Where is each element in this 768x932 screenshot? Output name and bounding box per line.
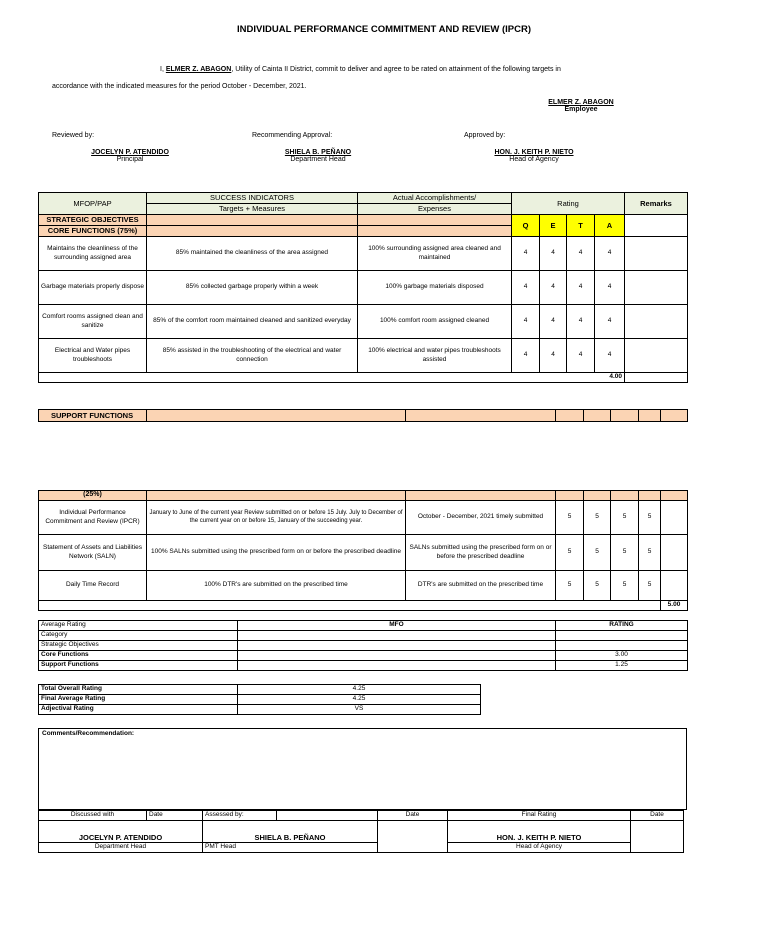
rating-q: 4 xyxy=(512,339,540,373)
table-row xyxy=(39,305,688,339)
support-functions-label: SUPPORT FUNCTIONS xyxy=(39,410,147,422)
final-average-value: 4.25 xyxy=(238,695,481,705)
target-cell: 85% of the comfort room maintained cleaned and sanitized everyday xyxy=(147,305,358,339)
summary-mfo-header: MFO xyxy=(238,621,556,631)
strategic-objectives-label: STRATEGIC OBJECTIVES xyxy=(39,215,147,226)
reviewer-role: Principal xyxy=(116,156,144,163)
actual-cell: DTR's are submitted on the prescribed time xyxy=(406,571,556,601)
rating-t: 4 xyxy=(567,237,595,271)
footer-name-3: HON. J. KEITH P. NIETO xyxy=(448,821,631,843)
rating-t: 4 xyxy=(567,305,595,339)
core-functions-summary-label: Core Functions xyxy=(39,651,238,661)
reviewed-label: Reviewed by: xyxy=(52,132,95,139)
approved-label: Approved by: xyxy=(464,132,506,139)
recommender-signature xyxy=(262,149,374,163)
adjectival-label: Adjectival Rating xyxy=(39,705,238,715)
core-functions-rating: 3.00 xyxy=(556,651,688,661)
date-label-3: Date xyxy=(631,811,684,821)
core-functions-table xyxy=(38,192,688,383)
actual-cell: 100% electrical and water pipes troubleshoots assisted xyxy=(358,339,512,373)
employee-role: Employee xyxy=(564,106,598,113)
target-cell: 85% maintained the cleanliness of the area assigned xyxy=(147,237,358,271)
rating-a: 4 xyxy=(595,271,625,305)
adjectival-value: VS xyxy=(238,705,481,715)
mfo-cell: Electrical and Water pipes troubleshoots xyxy=(39,339,147,373)
target-cell: 100% DTR's are submitted on the prescribed time xyxy=(147,571,406,601)
col-header-targets: Targets + Measures xyxy=(147,204,358,215)
final-rating-label: Final Rating xyxy=(448,811,631,821)
col-header-remarks: Remarks xyxy=(625,193,688,215)
date-label-1: Date xyxy=(147,811,203,821)
rating-q: 5 xyxy=(556,535,584,571)
rating-e: 5 xyxy=(584,501,611,535)
employee-signature xyxy=(540,99,622,113)
strategic-objectives-summary-label: Strategic Objectives xyxy=(39,641,238,651)
reviewer-name: JOCELYN P. ATENDIDO xyxy=(91,149,169,156)
col-header-expenses: Expenses xyxy=(358,204,512,215)
target-cell: 85% collected garbage properly within a week xyxy=(147,271,358,305)
approver-signature xyxy=(476,149,592,163)
footer-role-1: Department Head xyxy=(39,843,203,853)
approver-role: Head of Agency xyxy=(509,156,559,163)
rating-t-header: T xyxy=(567,215,595,237)
actual-cell: 100% comfort room assigned cleaned xyxy=(358,305,512,339)
rating-t: 5 xyxy=(611,571,639,601)
col-header-success: SUCCESS INDICATORS xyxy=(147,193,358,204)
rating-t: 5 xyxy=(611,535,639,571)
mfo-cell: Garbage materials properly dispose xyxy=(39,271,147,305)
recommender-role: Department Head xyxy=(290,156,346,163)
total-overall-label: Total Overall Rating xyxy=(39,685,238,695)
actual-cell: October - December, 2021 timely submitted xyxy=(406,501,556,535)
recommending-label: Recommending Approval: xyxy=(252,132,333,139)
rating-e: 5 xyxy=(584,535,611,571)
support-functions-table xyxy=(38,490,688,611)
commitment-statement: I, ELMER Z. ABAGON, Utility of Cainta II District, commit to deliver and agree to be rated on attainment of the following targets in xyxy=(160,66,561,73)
col-header-actual: Actual Accomplishments/ xyxy=(358,193,512,204)
employee-name: ELMER Z. ABAGON xyxy=(548,99,614,106)
rating-e: 4 xyxy=(540,271,567,305)
discussed-with-label: Discussed with xyxy=(39,811,147,821)
rating-a: 5 xyxy=(639,571,661,601)
footer-role-2: PMT Head xyxy=(203,843,378,853)
footer-role-3: Head of Agency xyxy=(448,843,631,853)
rating-q-header: Q xyxy=(512,215,540,237)
rating-q: 4 xyxy=(512,271,540,305)
rating-t: 4 xyxy=(567,339,595,373)
rating-e: 5 xyxy=(584,571,611,601)
table-row xyxy=(39,571,688,601)
mfo-cell: Comfort rooms assigned clean and sanitize xyxy=(39,305,147,339)
page-title: INDIVIDUAL PERFORMANCE COMMITMENT AND REVIEW (IPCR) xyxy=(237,24,531,35)
total-overall-value: 4.25 xyxy=(238,685,481,695)
employee-name-inline: ELMER Z. ABAGON xyxy=(165,66,232,73)
table-row xyxy=(39,501,688,535)
reviewer-signature xyxy=(72,149,188,163)
col-header-rating: Rating xyxy=(512,193,625,215)
actual-cell: 100% garbage materials disposed xyxy=(358,271,512,305)
footer-signatures-table xyxy=(38,810,684,853)
rating-e: 4 xyxy=(540,237,567,271)
comments-label: Comments/Recommendation: xyxy=(42,730,135,737)
core-functions-label: CORE FUNCTIONS (75%) xyxy=(39,226,147,237)
support-functions-header-table xyxy=(38,409,688,422)
final-average-label: Final Average Rating xyxy=(39,695,238,705)
overall-rating-table xyxy=(38,684,481,715)
comments-box xyxy=(38,728,687,810)
rating-q: 5 xyxy=(556,571,584,601)
mfo-cell: Daily Time Record xyxy=(39,571,147,601)
average-rating-table xyxy=(38,620,688,671)
actual-cell: SALNs submitted using the prescribed form on or before the prescribed deadline xyxy=(406,535,556,571)
rating-t: 5 xyxy=(611,501,639,535)
rating-a: 4 xyxy=(595,305,625,339)
commitment-statement-line2: accordance with the indicated measures for the period October - December, 2021. xyxy=(52,83,307,90)
rating-a: 4 xyxy=(595,237,625,271)
footer-name-2: SHIELA B. PEÑANO xyxy=(203,821,378,843)
support-total: 5.00 xyxy=(661,601,688,611)
rating-q: 5 xyxy=(556,501,584,535)
support-percentage: (25%) xyxy=(39,491,147,501)
rating-e: 4 xyxy=(540,305,567,339)
rating-a: 4 xyxy=(595,339,625,373)
summary-rating-header: RATING xyxy=(556,621,688,631)
date-label-2: Date xyxy=(378,811,448,821)
support-functions-summary-label: Support Functions xyxy=(39,661,238,671)
rating-a: 5 xyxy=(639,501,661,535)
core-total: 4.00 xyxy=(595,373,625,383)
category-label: Category xyxy=(39,631,238,641)
rating-a: 5 xyxy=(639,535,661,571)
assessed-by-label: Assessed by: xyxy=(203,811,277,821)
rating-t: 4 xyxy=(567,271,595,305)
table-row xyxy=(39,271,688,305)
col-header-mfo: MFOP/PAP xyxy=(39,193,147,215)
rating-q: 4 xyxy=(512,305,540,339)
actual-cell: 100% surrounding assigned area cleaned and maintained xyxy=(358,237,512,271)
rating-q: 4 xyxy=(512,237,540,271)
table-row xyxy=(39,339,688,373)
footer-name-1: JOCELYN P. ATENDIDO xyxy=(39,821,203,843)
support-functions-rating: 1.25 xyxy=(556,661,688,671)
approver-name: HON. J. KEITH P. NIETO xyxy=(494,149,574,156)
target-cell: January to June of the current year Review submitted on or before 15 July. July to December of the current year on or before 15, January of the succeeding year. xyxy=(147,501,406,535)
average-rating-label: Average Rating xyxy=(39,621,238,631)
mfo-cell: Statement of Assets and Liabilities Network (SALN) xyxy=(39,535,147,571)
table-row xyxy=(39,535,688,571)
mfo-cell: Individual Performance Commitment and Review (IPCR) xyxy=(39,501,147,535)
rating-e: 4 xyxy=(540,339,567,373)
recommender-name: SHIELA B. PEÑANO xyxy=(284,149,352,156)
target-cell: 85% assisted in the troubleshooting of the electrical and water connection xyxy=(147,339,358,373)
table-row xyxy=(39,237,688,271)
target-cell: 100% SALNs submitted using the prescribed form on or before the prescribed deadline xyxy=(147,535,406,571)
rating-e-header: E xyxy=(540,215,567,237)
rating-a-header: A xyxy=(595,215,625,237)
mfo-cell: Maintains the cleanliness of the surrounding assigned area xyxy=(39,237,147,271)
